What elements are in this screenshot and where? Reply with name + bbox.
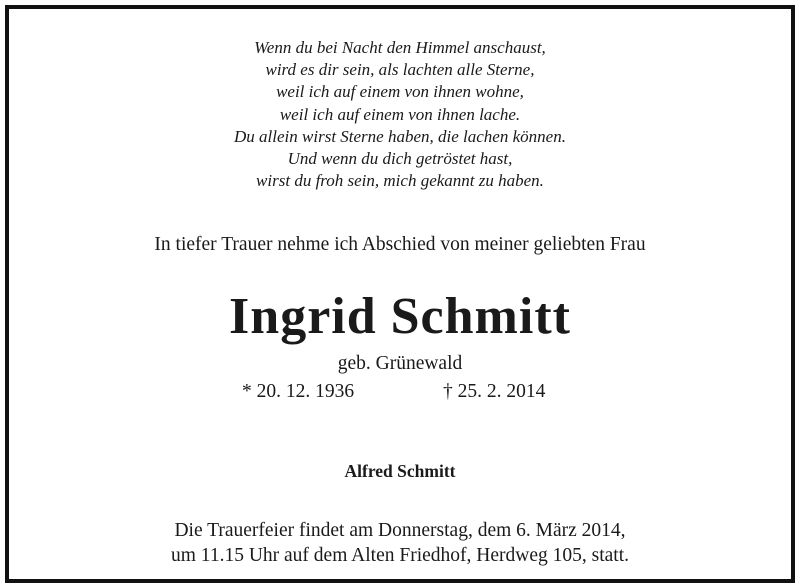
maiden-name: geb. Grünewald (337, 353, 463, 374)
poem (9, 37, 791, 192)
poem-line: Du allein wirst Sterne haben, die lachen können. (234, 126, 566, 146)
birth-date: * 20. 12. 1936 (242, 381, 355, 402)
poem-line: wirst du froh sein, mich gekannt zu haben. (256, 171, 544, 191)
funeral-line: um 11.15 Uhr auf dem Alten Friedhof, Herdweg 105, statt. (171, 545, 629, 566)
funeral-info (9, 518, 791, 568)
death-date: † 25. 2. 2014 (443, 381, 546, 402)
obituary-frame (5, 5, 795, 583)
poem-line: weil ich auf einem von ihnen lache. (279, 104, 521, 124)
deceased-name: Ingrid Schmitt (229, 288, 571, 345)
signer-name: Alfred Schmitt (344, 461, 456, 481)
poem-line: Wenn du bei Nacht den Himmel anschaust, (254, 38, 546, 57)
poem-line: Und wenn du dich getröstet hast, (287, 149, 513, 169)
poem-line: wird es dir sein, als lachten alle Sterne, (265, 60, 535, 80)
intro-text: In tiefer Trauer nehme ich Abschied von meiner geliebten Frau (154, 234, 646, 255)
funeral-line: Die Trauerfeier findet am Donnerstag, dem 6. März 2014, (174, 520, 626, 541)
poem-line: weil ich auf einem von ihnen wohne, (276, 82, 524, 102)
